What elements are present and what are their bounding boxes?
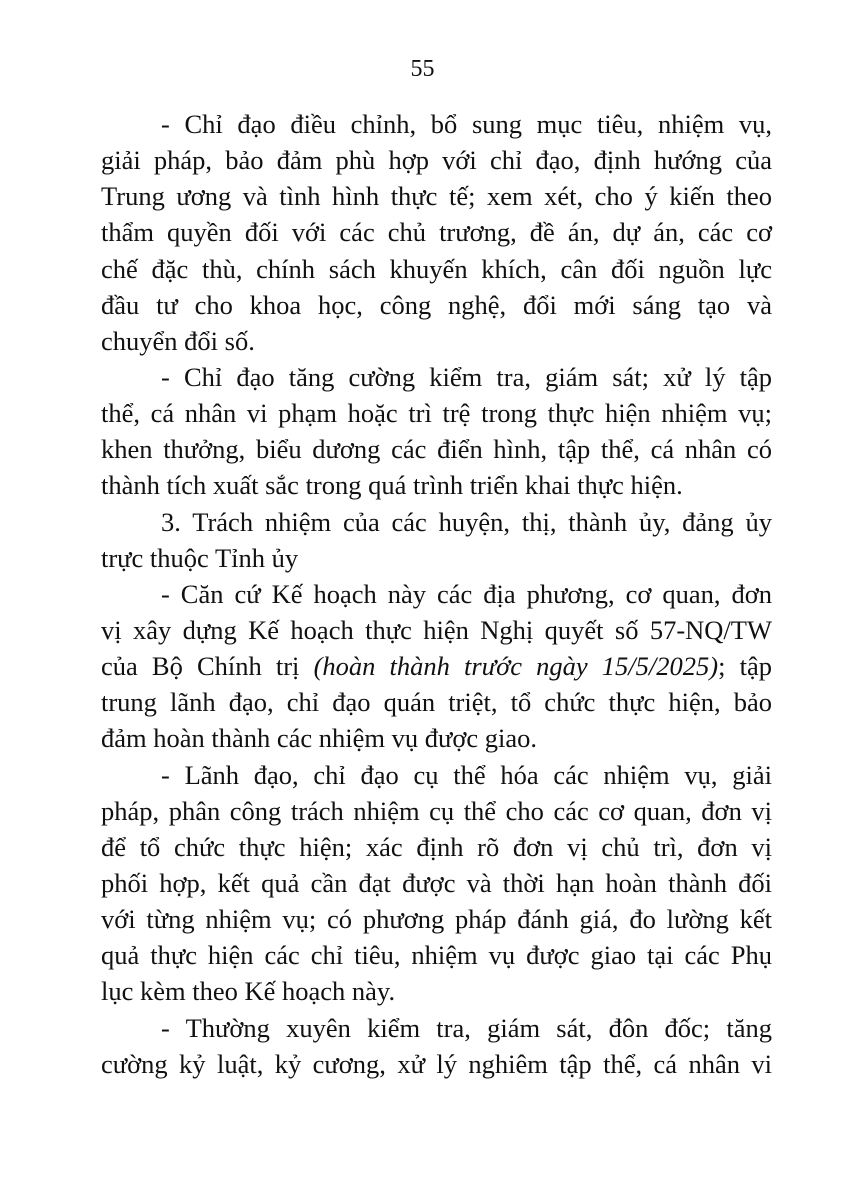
text-line: chế đặc thù, chính sách khuyến khích, cân đối nguồn lực (101, 253, 772, 284)
text-line: đầu tư cho khoa học, công nghệ, đổi mới sáng tạo và (101, 289, 772, 320)
section-heading-line: trực thuộc Tỉnh ủy (101, 542, 299, 573)
text-line: khen thưởng, biểu dương các điển hình, tập thể, cá nhân có (101, 434, 772, 465)
text-line: Trung ương và tình hình thực tế; xem xét, cho ý kiến theo (101, 181, 772, 212)
text-line: - Lãnh đạo, chỉ đạo cụ thể hóa các nhiệm vụ, giải (161, 759, 772, 790)
text-line: để tổ chức thực hiện; xác định rõ đơn vị chủ trì, đơn vị (101, 831, 772, 862)
text-line: - Chỉ đạo tăng cường kiểm tra, giám sát; xử lý tập (161, 361, 772, 392)
text-line: chuyển đổi số. (101, 325, 255, 356)
text-line: phối hợp, kết quả cần đạt được và thời hạn hoàn thành đối (101, 867, 772, 898)
text-line: thành tích xuất sắc trong quá trình triển khai thực hiện. (101, 470, 683, 501)
text-line: đảm hoàn thành các nhiệm vụ được giao. (101, 723, 538, 754)
text-line: - Căn cứ Kế hoạch này các địa phương, cơ quan, đơn (161, 578, 772, 609)
text-line: với từng nhiệm vụ; có phương pháp đánh giá, đo lường kết (101, 904, 772, 935)
text-line (101, 648, 772, 684)
text-segment: của Bộ Chính trị (101, 651, 314, 682)
section-heading-line: 3. Trách nhiệm của các huyện, thị, thành ủy, đảng ủy (161, 506, 772, 537)
text-line: giải pháp, bảo đảm phù hợp với chỉ đạo, định hướng của (101, 145, 772, 176)
text-line: thẩm quyền đối với các chủ trương, đề án, dự án, các cơ (101, 217, 772, 248)
document-body (101, 106, 772, 1082)
text-line: trung lãnh đạo, chỉ đạo quán triệt, tổ chức thực hiện, bảo (101, 687, 772, 718)
italic-deadline-note: (hoàn thành trước ngày 15/5/2025) (313, 651, 719, 682)
text-line: pháp, phân công trách nhiệm cụ thể cho các cơ quan, đơn vị (101, 795, 772, 826)
text-line: vị xây dựng Kế hoạch thực hiện Nghị quyết số 57-NQ/TW (101, 614, 772, 645)
text-line: lục kèm theo Kế hoạch này. (101, 976, 396, 1007)
text-line: cường kỷ luật, kỷ cương, xử lý nghiêm tập thể, cá nhân vi (101, 1048, 772, 1079)
text-segment: ; tập (718, 651, 772, 682)
text-line: quả thực hiện các chỉ tiêu, nhiệm vụ được giao tại các Phụ (101, 940, 772, 971)
text-line: thể, cá nhân vi phạm hoặc trì trệ trong thực hiện nhiệm vụ; (101, 398, 772, 429)
page-number: 55 (410, 56, 435, 82)
text-line: - Chỉ đạo điều chỉnh, bổ sung mục tiêu, nhiệm vụ, (161, 109, 772, 139)
text-line: - Thường xuyên kiểm tra, giám sát, đôn đốc; tăng (161, 1012, 772, 1043)
